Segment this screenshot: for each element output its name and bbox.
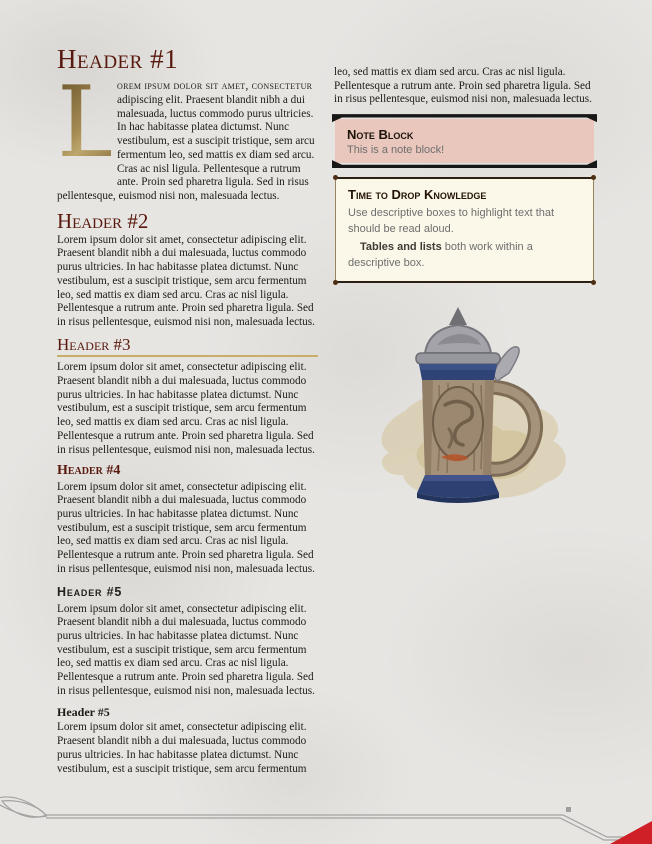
corner-dot-icon — [333, 280, 338, 285]
drop-cap-letter: L — [57, 66, 123, 181]
descriptive-box-line2-bold: Tables and lists — [360, 241, 442, 254]
descriptive-box-line2-rest: both work within a descriptive box. — [348, 241, 533, 270]
lead-paragraph — [57, 66, 318, 203]
section-heading-6: Header #5 — [57, 705, 110, 720]
beer-stein-image — [334, 301, 595, 513]
footer-ornament — [0, 792, 652, 844]
stein-top-band-highlight — [419, 364, 497, 370]
descriptive-box-line2 — [348, 239, 581, 271]
descriptive-box — [335, 177, 594, 283]
section-heading-5: Header #5 — [57, 584, 123, 599]
section-heading-4: Header #4 — [57, 463, 121, 479]
lead-smallcaps-text: orem ipsum dolor sit amet, consectetur — [117, 80, 313, 93]
continuation-paragraph: leo, sed mattis ex diam sed arcu. Cras ac nisl ligula. Pellentesque a rutrum ante. Proin sed pharetra ligula. Sed in risus pellentesque, euismod nisi non, malesuada lectus. — [334, 66, 592, 106]
note-block — [335, 119, 594, 163]
section-paragraph: Lorem ipsum dolor sit amet, consectetur adipiscing elit. Praesent blandit nibh a dui malesuada, luctus commodo purus ultricies. In hac habitasse platea dictumst. Nunc vestibulum, est a suscipit tristique, sem arcu fermentum leo, sed mattis ex diam sed arcu. Cras ac nisl ligula. Pellentesque a rutrum ante. Proin sed pharetra ligula. Sed in risus pellentesque, euismod nisi non, malesuada lectus. — [57, 361, 315, 456]
left-column — [57, 45, 318, 802]
beer-stein-svg — [345, 301, 585, 513]
corner-dot-icon — [591, 280, 596, 285]
note-block-title: Note Block — [347, 127, 414, 143]
section-paragraph: Lorem ipsum dolor sit amet, consectetur adipiscing elit. Praesent blandit nibh a dui malesuada, luctus commodo purus ultricies. In hac habitasse platea dictumst. Nunc vestibulum, est a suscipit tristique, sem arcu fermentum leo, sed mattis ex diam sed arcu. Cras ac nisl ligula. Pellentesque a rutrum ante. Proin sed pharetra ligula. Sed in risus pellentesque, euismod nisi non, malesuada lectus. — [57, 480, 315, 575]
right-column — [334, 45, 595, 802]
note-block-text: This is a note block! — [347, 144, 445, 157]
note-block-bottom-bar — [332, 160, 597, 168]
note-block-top-bar — [332, 114, 597, 122]
section-paragraph: Lorem ipsum dolor sit amet, consectetur adipiscing elit. Praesent blandit nibh a dui malesuada, luctus commodo purus ultricies. In hac habitasse platea dictumst. Nunc vestibulum, est a suscipit tristique, sem arcu fermentum leo, sed mattis ex diam sed arcu. Cras ac nisl ligula. Pellentesque a rutrum ante. Proin sed pharetra ligula. Sed in risus pellentesque, euismod nisi non, malesuada lectus. — [57, 233, 315, 328]
page-title: Header #1 — [57, 44, 179, 74]
lead-body-text: adipiscing elit. Praesent blandit nibh a dui malesuada, luctus commodo purus ultricies. In hac habitasse platea dictumst. Nunc vestibulum, est a suscipit tristique, sem arcu fermentum leo, sed mattis ex diam sed arcu. Cras ac nisl ligula. Pellentesque a rutrum ante. Proin sed pharetra ligula. Sed in risus pellentesque, euismod nisi non, malesuada lectus. — [57, 94, 315, 202]
footer-rule-dot — [566, 807, 571, 812]
stein-finial — [449, 307, 467, 325]
footer-flourish-ornament — [0, 797, 47, 817]
footer-rule-lines — [46, 815, 652, 840]
stein-relief — [433, 387, 483, 459]
section-heading-2: Header #2 — [57, 208, 149, 233]
stein-base-highlight — [423, 475, 493, 481]
corner-dot-icon — [591, 175, 596, 180]
descriptive-box-title: Time to Drop Knowledge — [348, 187, 487, 203]
descriptive-box-line1: Use descriptive boxes to highlight text that should be read aloud. — [348, 207, 555, 236]
section-paragraph-truncated: Lorem ipsum dolor sit amet, consectetur adipiscing elit. Praesent blandit nibh a dui malesuada, luctus commodo purus ultricies. In hac habitasse platea dictumst. Nunc vestibulum, est a suscipit tristique, sem arcu fermentum — [57, 721, 307, 775]
section-heading-3: Header #3 — [57, 336, 318, 358]
corner-dot-icon — [333, 175, 338, 180]
stein-lid-rim — [416, 353, 500, 364]
section-paragraph: Lorem ipsum dolor sit amet, consectetur adipiscing elit. Praesent blandit nibh a dui malesuada, luctus commodo purus ultricies. In hac habitasse platea dictumst. Nunc vestibulum, est a suscipit tristique, sem arcu fermentum leo, sed mattis ex diam sed arcu. Cras ac nisl ligula. Pellentesque a rutrum ante. Proin sed pharetra ligula. Sed in risus pellentesque, euismod nisi non, malesuada lectus. — [57, 602, 315, 697]
